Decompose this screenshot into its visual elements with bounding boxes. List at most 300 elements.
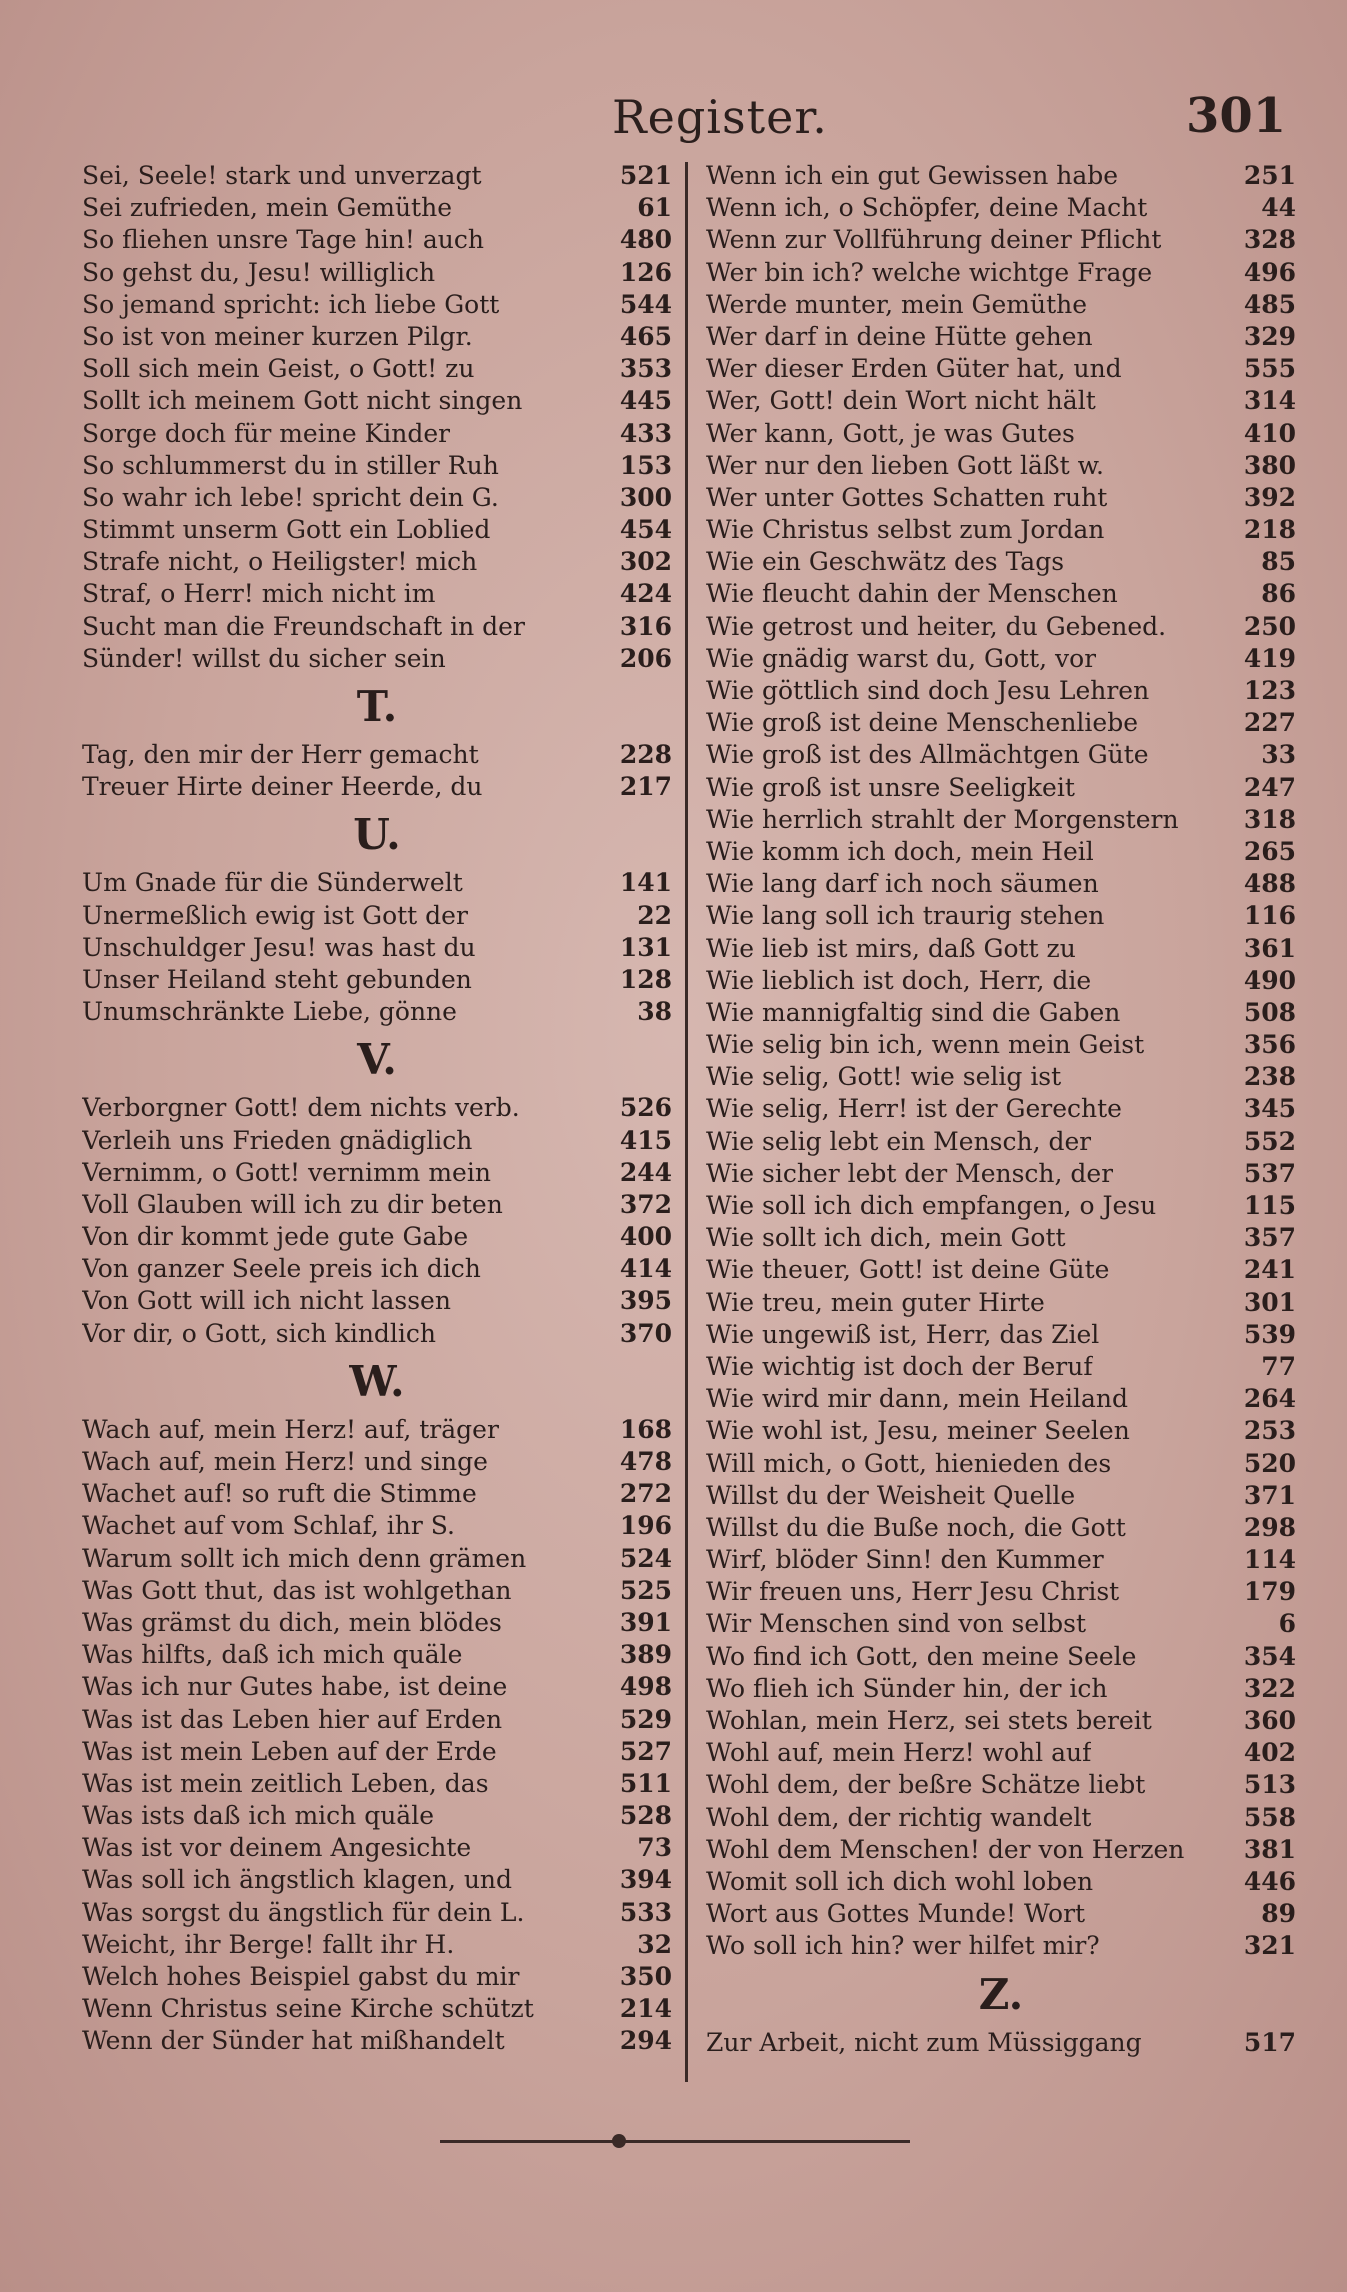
index-entry	[706, 1705, 1296, 1737]
hymn-number: 521	[619, 161, 672, 190]
index-entry	[706, 321, 1296, 353]
index-entry	[82, 1607, 672, 1639]
hymn-title: Wie lang darf ich noch säumen	[706, 869, 1099, 899]
hymn-number: 251	[1243, 161, 1296, 190]
index-entry	[82, 385, 672, 417]
index-entry	[706, 1415, 1296, 1447]
hymn-number: 218	[1243, 515, 1296, 545]
hymn-number: 371	[1243, 1480, 1296, 1510]
hymn-title: Wie selig, Gott! wie selig ist	[706, 1062, 1062, 1092]
hymn-title: Wie sollt ich dich, mein Gott	[706, 1223, 1066, 1253]
hymn-title: Unermeßlich ewig ist Gott der	[82, 900, 468, 930]
hymn-title: Wo soll ich hin? wer hilfet mir?	[706, 1931, 1100, 1961]
hymn-number: 410	[1243, 418, 1296, 448]
index-entry	[706, 385, 1296, 417]
hymn-number: 528	[619, 1801, 672, 1831]
hymn-number: 321	[1243, 1931, 1296, 1961]
hymn-number: 391	[619, 1607, 672, 1637]
index-entry	[706, 289, 1296, 321]
index-entry	[82, 771, 672, 803]
hymn-number: 552	[1243, 1126, 1296, 1156]
hymn-title: Verborgner Gott! dem nichts verb.	[82, 1093, 520, 1123]
index-entry	[82, 932, 672, 964]
hymn-number: 392	[1243, 482, 1296, 512]
hymn-title: Wohl auf, mein Herz! wohl auf	[706, 1738, 1092, 1768]
hymn-title: Was Gott thut, das ist wohlgethan	[82, 1575, 512, 1605]
index-entry	[82, 1543, 672, 1575]
hymn-number: 179	[1243, 1577, 1296, 1607]
hymn-title: Wir freuen uns, Herr Jesu Christ	[706, 1577, 1120, 1607]
index-entry	[706, 1608, 1296, 1640]
hymn-title: Soll sich mein Geist, o Gott! zu	[82, 354, 475, 384]
index-entry	[82, 1253, 672, 1285]
index-entry	[706, 1158, 1296, 1190]
hymn-title: So wahr ich lebe! spricht dein G.	[82, 482, 499, 512]
index-entry	[82, 353, 672, 385]
hymn-title: Warum sollt ich mich denn grämen	[82, 1543, 527, 1573]
index-entry	[82, 257, 672, 289]
hymn-number: 454	[619, 515, 672, 545]
hymn-number: 485	[1243, 289, 1296, 319]
hymn-title: Wach auf, mein Herz! und singe	[82, 1447, 488, 1476]
left-column	[82, 160, 672, 2058]
hymn-number: 314	[1243, 386, 1296, 416]
hymn-title: Was ist mein Leben auf der Erde	[82, 1736, 497, 1766]
hymn-number: 22	[637, 900, 672, 930]
index-entry	[82, 643, 672, 675]
index-entry	[82, 1929, 672, 1961]
index-entry	[706, 1222, 1296, 1254]
hymn-title: Wie göttlich sind doch Jesu Lehren	[706, 676, 1150, 705]
page-title: Register.	[612, 90, 828, 144]
hymn-number: 264	[1243, 1384, 1296, 1414]
hymn-number: 168	[619, 1414, 672, 1444]
index-entry	[706, 804, 1296, 836]
hymn-title: Wenn Christus seine Kirche schützt	[82, 1994, 534, 2024]
hymn-number: 520	[1243, 1448, 1296, 1478]
hymn-title: Wohl dem Menschen! der von Herzen	[706, 1834, 1185, 1864]
hymn-number: 350	[619, 1962, 672, 1991]
hymn-title: Voll Glauben will ich zu dir beten	[82, 1189, 503, 1219]
hymn-number: 294	[619, 2026, 672, 2056]
hymn-number: 298	[1243, 1512, 1296, 1542]
index-entry	[82, 1832, 672, 1864]
hymn-title: Wie mannigfaltig sind die Gaben	[706, 997, 1121, 1027]
page-header	[0, 78, 1347, 158]
index-entry	[706, 1673, 1296, 1705]
index-entry	[706, 1029, 1296, 1061]
hymn-title: Will mich, o Gott, hienieden des	[706, 1448, 1112, 1478]
index-entry	[706, 1061, 1296, 1093]
hymn-title: Wie selig, Herr! ist der Gerechte	[706, 1094, 1122, 1124]
hymn-title: Wie fleucht dahin der Menschen	[706, 579, 1118, 609]
hymn-number: 433	[619, 418, 672, 448]
hymn-title: Wort aus Gottes Munde! Wort	[706, 1899, 1086, 1929]
index-entry	[82, 514, 672, 546]
index-entry	[82, 1189, 672, 1221]
hymn-number: 394	[619, 1865, 672, 1895]
index-entry	[82, 1446, 672, 1478]
hymn-number: 116	[1243, 901, 1296, 931]
bottom-rule-ornament	[612, 2134, 626, 2148]
index-entry	[82, 1092, 672, 1124]
hymn-title: Werde munter, mein Gemüthe	[706, 289, 1088, 319]
hymn-number: 316	[619, 611, 672, 641]
bottom-rule	[440, 2140, 910, 2143]
hymn-title: Straf, o Herr! mich nicht im	[82, 579, 436, 609]
hymn-number: 357	[1243, 1223, 1296, 1253]
hymn-number: 424	[619, 579, 672, 609]
index-entry	[706, 900, 1296, 932]
hymn-number: 115	[1243, 1191, 1296, 1220]
hymn-title: Was ist vor deinem Angesichte	[82, 1833, 472, 1863]
hymn-title: Wie gnädig warst du, Gott, vor	[706, 643, 1097, 673]
index-entry	[706, 1544, 1296, 1576]
page-number: 301	[1186, 88, 1287, 144]
hymn-number: 465	[619, 321, 672, 351]
index-entry	[706, 257, 1296, 289]
hymn-number: 445	[619, 386, 672, 416]
index-entry	[82, 1864, 672, 1896]
hymn-number: 241	[1243, 1255, 1296, 1285]
hymn-number: 372	[619, 1189, 672, 1219]
index-entry	[706, 224, 1296, 256]
index-entry	[82, 321, 672, 353]
hymn-title: Wer nur den lieben Gott läßt w.	[706, 450, 1104, 480]
hymn-title: Unumschränkte Liebe, gönne	[82, 997, 457, 1027]
hymn-title: Sorge doch für meine Kinder	[82, 418, 451, 448]
hymn-title: Von Gott will ich nicht lassen	[82, 1286, 451, 1316]
index-entry	[706, 1802, 1296, 1834]
hymn-title: Stimmt unserm Gott ein Loblied	[82, 515, 491, 545]
hymn-number: 73	[637, 1833, 672, 1863]
index-entry	[82, 1125, 672, 1157]
hymn-number: 539	[1243, 1319, 1296, 1349]
index-entry	[706, 1480, 1296, 1512]
index-entry	[82, 1736, 672, 1768]
index-entry	[706, 546, 1296, 578]
hymn-title: Wenn zur Vollführung deiner Pflicht	[706, 225, 1162, 255]
hymn-number: 544	[619, 289, 672, 319]
hymn-number: 508	[1243, 997, 1296, 1027]
hymn-title: Wie wohl ist, Jesu, meiner Seelen	[706, 1416, 1130, 1446]
hymn-title: Wer darf in deine Hütte gehen	[706, 321, 1093, 351]
hymn-title: Wo find ich Gott, den meine Seele	[706, 1641, 1137, 1671]
index-entry	[706, 1576, 1296, 1608]
hymn-number: 527	[619, 1736, 672, 1766]
index-entry	[82, 1510, 672, 1542]
hymn-title: So gehst du, Jesu! williglich	[82, 257, 436, 287]
hymn-number: 555	[1243, 354, 1296, 384]
index-entry	[706, 1641, 1296, 1673]
index-entry	[82, 418, 672, 450]
hymn-title: Verleih uns Frieden gnädiglich	[82, 1125, 473, 1155]
hymn-title: Wie lang soll ich traurig stehen	[706, 901, 1105, 931]
hymn-title: Unschuldger Jesu! was hast du	[82, 932, 476, 962]
index-entry	[82, 1478, 672, 1510]
index-entry	[706, 1930, 1296, 1962]
index-entry	[706, 1866, 1296, 1898]
index-entry	[82, 611, 672, 643]
index-entry	[82, 1157, 672, 1189]
section-letter: V.	[357, 1035, 397, 1085]
index-entry	[706, 1898, 1296, 1930]
hymn-number: 329	[1243, 321, 1296, 351]
index-entry	[82, 578, 672, 610]
hymn-title: Wie groß ist deine Menschenliebe	[706, 708, 1139, 738]
hymn-title: Weicht, ihr Berge! fallt ihr H.	[82, 1929, 455, 1959]
hymn-number: 85	[1261, 547, 1296, 577]
hymn-number: 38	[637, 997, 672, 1027]
hymn-title: Wer bin ich? welche wichtge Frage	[706, 257, 1153, 287]
hymn-number: 353	[619, 354, 672, 384]
hymn-number: 517	[1243, 2027, 1296, 2057]
index-entry	[706, 160, 1296, 192]
hymn-title: Zur Arbeit, nicht zum Müssiggang	[706, 2027, 1142, 2057]
hymn-number: 526	[619, 1093, 672, 1123]
index-entry	[82, 192, 672, 224]
index-entry	[706, 739, 1296, 771]
index-entry	[82, 1639, 672, 1671]
section-letter: U.	[353, 810, 401, 860]
index-entry	[82, 1575, 672, 1607]
hymn-number: 131	[619, 932, 672, 962]
index-entry	[82, 1671, 672, 1703]
hymn-title: Was hilfts, daß ich mich quäle	[82, 1640, 463, 1670]
hymn-number: 345	[1243, 1094, 1296, 1124]
hymn-title: Sünder! willst du sicher sein	[82, 643, 446, 673]
hymn-title: Vor dir, o Gott, sich kindlich	[82, 1318, 437, 1348]
hymn-number: 400	[619, 1222, 672, 1252]
hymn-number: 265	[1243, 836, 1296, 866]
index-entry	[706, 1448, 1296, 1480]
hymn-title: Wie ein Geschwätz des Tags	[706, 547, 1065, 577]
hymn-title: Wie selig lebt ein Mensch, der	[706, 1126, 1092, 1156]
index-entry	[706, 1319, 1296, 1351]
hymn-number: 361	[1243, 933, 1296, 963]
index-entry	[706, 353, 1296, 385]
index-entry	[82, 1800, 672, 1832]
index-entry	[706, 418, 1296, 450]
hymn-number: 480	[619, 225, 672, 255]
hymn-title: Willst du der Weisheit Quelle	[706, 1480, 1076, 1510]
index-entry	[706, 482, 1296, 514]
hymn-number: 381	[1243, 1834, 1296, 1864]
hymn-number: 354	[1243, 1641, 1296, 1671]
index-entry	[706, 1254, 1296, 1286]
hymn-title: Wie groß ist des Allmächtgen Güte	[706, 740, 1149, 770]
hymn-title: Wie komm ich doch, mein Heil	[706, 836, 1094, 866]
hymn-number: 247	[1243, 772, 1296, 802]
section-letter: W.	[349, 1356, 405, 1406]
hymn-title: Wenn ich ein gut Gewissen habe	[706, 161, 1119, 190]
index-entry	[706, 1737, 1296, 1769]
hymn-title: Wohlan, mein Herz, sei stets bereit	[706, 1706, 1152, 1735]
hymn-title: Womit soll ich dich wohl loben	[706, 1866, 1094, 1896]
index-entry	[706, 192, 1296, 224]
index-entry	[82, 900, 672, 932]
hymn-number: 44	[1261, 193, 1296, 223]
index-entry	[706, 514, 1296, 546]
index-entry	[82, 1704, 672, 1736]
hymn-title: Was ists daß ich mich quäle	[82, 1801, 435, 1831]
hymn-number: 6	[1278, 1609, 1296, 1639]
hymn-title: Wer, Gott! dein Wort nicht hält	[706, 386, 1096, 416]
index-entry	[706, 1834, 1296, 1866]
hymn-number: 356	[1243, 1030, 1296, 1060]
hymn-title: Wie ungewiß ist, Herr, das Ziel	[706, 1319, 1100, 1349]
hymn-title: Von ganzer Seele preis ich dich	[82, 1254, 481, 1284]
index-entry	[706, 1126, 1296, 1158]
hymn-number: 419	[1243, 643, 1296, 673]
index-entry	[82, 2025, 672, 2057]
index-entry	[82, 1993, 672, 2025]
hymn-title: Wie groß ist unsre Seeligkeit	[706, 772, 1075, 802]
index-entry	[82, 1897, 672, 1929]
hymn-number: 123	[1243, 676, 1296, 705]
hymn-title: Was soll ich ängstlich klagen, und	[82, 1865, 513, 1895]
hymn-title: Wachet auf vom Schlaf, ihr S.	[82, 1511, 455, 1541]
hymn-title: Wohl dem, der beßre Schätze liebt	[706, 1770, 1146, 1800]
index-entry	[706, 868, 1296, 900]
hymn-number: 272	[619, 1479, 672, 1509]
hymn-title: Was ist mein zeitlich Leben, das	[82, 1768, 489, 1798]
hymn-number: 322	[1243, 1673, 1296, 1703]
index-entry	[706, 707, 1296, 739]
hymn-number: 114	[1243, 1545, 1296, 1575]
index-entry	[82, 450, 672, 482]
hymn-title: Wie wird mir dann, mein Heiland	[706, 1384, 1129, 1414]
hymn-number: 126	[619, 257, 672, 287]
hymn-number: 86	[1261, 579, 1296, 609]
hymn-title: Strafe nicht, o Heiligster! mich	[82, 547, 478, 577]
index-entry	[706, 836, 1296, 868]
hymn-title: Willst du die Buße noch, die Gott	[706, 1512, 1126, 1542]
hymn-number: 524	[619, 1543, 672, 1573]
hymn-number: 318	[1243, 804, 1296, 834]
hymn-title: Treuer Hirte deiner Heerde, du	[82, 772, 483, 802]
hymn-number: 32	[637, 1929, 672, 1959]
hymn-number: 488	[1243, 869, 1296, 899]
hymn-number: 414	[619, 1254, 672, 1284]
hymn-number: 302	[619, 547, 672, 577]
hymn-title: Welch hohes Beispiel gabst du mir	[82, 1962, 520, 1991]
hymn-number: 301	[1243, 1287, 1296, 1317]
hymn-number: 128	[619, 964, 672, 994]
hymn-number: 89	[1261, 1899, 1296, 1929]
hymn-title: Tag, den mir der Herr gemacht	[82, 740, 479, 769]
hymn-number: 77	[1261, 1351, 1296, 1381]
hymn-title: So fliehen unsre Tage hin! auch	[82, 225, 484, 255]
index-entry	[706, 675, 1296, 707]
hymn-title: Wie soll ich dich empfangen, o Jesu	[706, 1191, 1157, 1220]
hymn-title: Wie Christus selbst zum Jordan	[706, 515, 1105, 545]
hymn-title: Wenn ich, o Schöpfer, deine Macht	[706, 193, 1148, 223]
hymn-number: 141	[619, 868, 672, 898]
hymn-title: Wach auf, mein Herz! auf, träger	[82, 1414, 499, 1444]
hymn-number: 196	[619, 1511, 672, 1541]
index-entry	[706, 1093, 1296, 1125]
hymn-number: 529	[619, 1704, 672, 1734]
hymn-title: Um Gnade für die Sünderwelt	[82, 868, 463, 898]
index-entry	[82, 1961, 672, 1993]
index-entry	[82, 224, 672, 256]
hymn-title: Unser Heiland steht gebunden	[82, 964, 472, 994]
column-divider	[685, 162, 688, 2082]
index-entry	[706, 2027, 1296, 2059]
hymn-number: 380	[1243, 450, 1296, 480]
hymn-number: 446	[1243, 1866, 1296, 1896]
hymn-number: 402	[1243, 1738, 1296, 1768]
hymn-number: 389	[619, 1640, 672, 1670]
hymn-number: 250	[1243, 611, 1296, 641]
index-entry	[706, 643, 1296, 675]
hymn-number: 214	[619, 1994, 672, 2024]
hymn-title: Wer kann, Gott, je was Gutes	[706, 418, 1075, 448]
hymn-number: 206	[619, 643, 672, 673]
index-entry	[82, 1221, 672, 1253]
index-entry	[82, 289, 672, 321]
hymn-title: Sucht man die Freundschaft in der	[82, 611, 525, 641]
hymn-title: Wie lieblich ist doch, Herr, die	[706, 965, 1092, 995]
hymn-number: 153	[619, 450, 672, 480]
index-entry	[706, 1383, 1296, 1415]
index-entry	[706, 1190, 1296, 1222]
hymn-title: Was sorgst du ängstlich für dein L.	[82, 1897, 525, 1927]
index-entry	[82, 1318, 672, 1350]
hymn-number: 244	[619, 1157, 672, 1187]
index-entry	[82, 964, 672, 996]
index-entry	[82, 482, 672, 514]
hymn-number: 253	[1243, 1416, 1296, 1446]
hymn-title: Wir Menschen sind von selbst	[706, 1609, 1087, 1639]
hymn-number: 238	[1243, 1062, 1296, 1092]
index-entry	[706, 578, 1296, 610]
hymn-number: 227	[1243, 708, 1296, 738]
hymn-number: 33	[1261, 740, 1296, 770]
hymn-title: Wirf, blöder Sinn! den Kummer	[706, 1545, 1104, 1575]
index-entry	[706, 450, 1296, 482]
hymn-number: 533	[619, 1897, 672, 1927]
index-entry	[706, 1287, 1296, 1319]
hymn-title: Wie herrlich strahlt der Morgenstern	[706, 804, 1179, 834]
hymn-title: Von dir kommt jede gute Gabe	[82, 1222, 469, 1252]
hymn-number: 415	[619, 1125, 672, 1155]
index-entry	[82, 1768, 672, 1800]
hymn-number: 511	[619, 1768, 672, 1798]
hymn-title: Wer unter Gottes Schatten ruht	[706, 482, 1108, 512]
hymn-number: 525	[619, 1575, 672, 1605]
section-letter: T.	[356, 682, 398, 731]
hymn-number: 370	[619, 1318, 672, 1348]
index-entry	[706, 1769, 1296, 1801]
hymn-title: Wie treu, mein guter Hirte	[706, 1287, 1045, 1317]
hymn-title: Wachet auf! so ruft die Stimme	[82, 1479, 477, 1509]
hymn-title: Wie getrost und heiter, du Gebened.	[706, 611, 1167, 641]
hymn-title: Was grämst du dich, mein blödes	[82, 1607, 502, 1637]
right-column	[706, 160, 1296, 2059]
hymn-title: Wo flieh ich Sünder hin, der ich	[706, 1673, 1108, 1703]
hymn-title: Sollt ich meinem Gott nicht singen	[82, 386, 523, 416]
hymn-title: Wie lieb ist mirs, daß Gott zu	[706, 933, 1076, 963]
index-entry	[706, 1512, 1296, 1544]
hymn-title: Sei zufrieden, mein Gemüthe	[82, 193, 452, 223]
hymn-title: Sei, Seele! stark und unverzagt	[82, 161, 482, 190]
hymn-number: 496	[1243, 257, 1296, 287]
hymn-number: 61	[637, 193, 672, 223]
hymn-number: 478	[619, 1447, 672, 1476]
index-entry	[82, 996, 672, 1028]
